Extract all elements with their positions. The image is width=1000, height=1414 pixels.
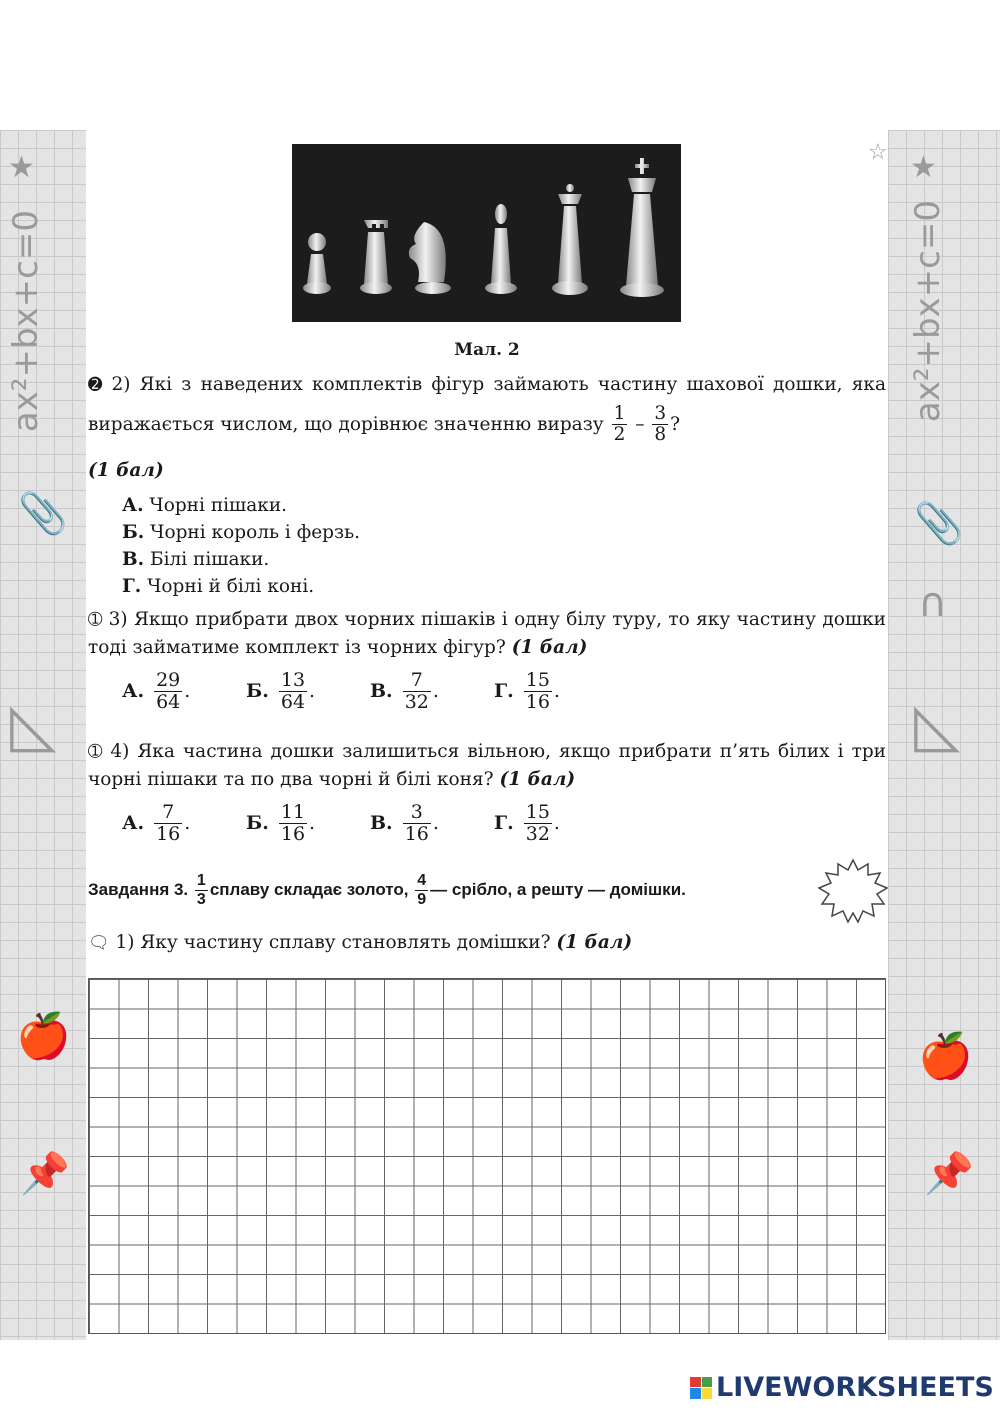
queen-icon xyxy=(552,184,588,295)
paperclip-icon: 📎 xyxy=(18,491,68,537)
answer-c[interactable]: В. $\frac{7}{32}$ . xyxy=(370,669,439,713)
paperclip-icon: 📎 xyxy=(914,501,964,547)
figure-caption: Мал. 2 xyxy=(454,340,520,360)
answer-a[interactable]: А. $\frac{7}{16}$ . xyxy=(122,801,191,845)
brand-name: LIVEWORKSHEETS xyxy=(716,1372,994,1403)
question-2: ➋ 2) Які з наведених комплектів фігур займають частину шахової дошки, яка виражається числом, що дорівнює значенню виразу $\frac{1}{2}$ – $\frac{3}{8}$ ? xyxy=(88,374,886,446)
question-2-text: 2) Які з наведених комплектів фігур займають частину шахової дошки, яка виражається числом, що дорівнює значенню виразу xyxy=(88,374,886,435)
chess-pieces-image xyxy=(292,144,681,322)
answer-b[interactable]: Б. $\frac{13}{64}$ . xyxy=(246,669,316,713)
right-border-decoration xyxy=(868,130,1000,1340)
answer-a[interactable]: А. $\frac{29}{64}$ . xyxy=(122,669,191,713)
rook-icon xyxy=(360,220,392,294)
task-3-question-1-text: 1) Яку частину сплаву становлять домішки? xyxy=(115,932,551,953)
bishop-icon xyxy=(485,204,517,294)
difficulty-mark-icon: ➀ xyxy=(88,610,103,630)
fraction: $\frac{4}{9}$ xyxy=(417,872,427,908)
answer-d[interactable]: Г. $\frac{15}{32}$ . xyxy=(494,801,560,845)
question-3-points: (1 бал) xyxy=(511,637,588,658)
worksheet-content xyxy=(86,130,888,1340)
left-border-decoration xyxy=(0,130,86,1340)
answer-d[interactable]: Г. $\frac{15}{16}$ . xyxy=(494,669,560,713)
star-icon: ★ xyxy=(910,150,937,185)
question-4-answers xyxy=(122,802,722,862)
formula-decoration: ax²+bx+c=0 xyxy=(908,200,948,423)
liveworksheets-logo-icon xyxy=(690,1377,712,1399)
task-3-statement: Завдання 3. $\frac{1}{3}$ сплаву складає золото, $\frac{4}{9}$ — срібло, а решту — домішки. xyxy=(88,872,686,908)
question-2-points: (1 бал) xyxy=(88,460,164,481)
fraction: $\frac{1}{3}$ xyxy=(196,872,206,908)
question-3 xyxy=(88,606,886,661)
option-a[interactable]: А. Чорні пішаки. xyxy=(122,495,288,516)
question-3-text: 3) Якщо прибрати двох чорних пішаків і одну білу туру, то яку частину дошки тоді займатиме комплект із чорних фігур? xyxy=(88,609,886,658)
burst-badge-icon xyxy=(816,858,890,924)
magnet-icon: ∩ xyxy=(918,580,948,626)
fraction: $\frac{3}{8}$ xyxy=(654,403,667,446)
difficulty-mark-icon: ➀ xyxy=(88,742,103,762)
option-c[interactable]: В. Білі пішаки. xyxy=(122,549,270,570)
fraction: $\frac{1}{2}$ xyxy=(613,403,626,446)
speech-bubble-icon: 🗨 xyxy=(88,933,110,953)
question-4 xyxy=(88,738,886,793)
option-b[interactable]: Б. Чорні король і ферзь. xyxy=(122,522,361,543)
task-3-question-1-points: (1 бал) xyxy=(556,932,633,953)
pawn-icon xyxy=(303,233,331,294)
apple-icon: 🍎 xyxy=(918,1031,973,1082)
star-icon: ★ xyxy=(8,150,35,185)
task-3-label: Завдання 3. xyxy=(88,880,189,900)
worksheet-page xyxy=(0,130,1000,1340)
question-4-points: (1 бал) xyxy=(499,769,576,790)
answer-grid[interactable] xyxy=(88,978,886,1334)
answer-c[interactable]: В. $\frac{3}{16}$ . xyxy=(370,801,439,845)
difficulty-mark-icon: ➋ xyxy=(88,375,103,395)
task-3-question-1 xyxy=(88,928,886,958)
king-icon xyxy=(620,158,664,297)
pin-icon: 📌 xyxy=(924,1151,974,1197)
triangle-ruler-icon: ◺ xyxy=(10,690,57,760)
liveworksheets-logo[interactable] xyxy=(690,1372,994,1403)
option-d[interactable]: Г. Чорні й білі коні. xyxy=(122,576,315,597)
question-2-options xyxy=(122,492,360,600)
apple-icon: 🍎 xyxy=(16,1011,71,1062)
formula-decoration: ax²+bx+c=0 xyxy=(6,210,46,433)
pin-icon: 📌 xyxy=(20,1151,70,1197)
star-icon: ☆ xyxy=(868,140,888,165)
answer-b[interactable]: Б. $\frac{11}{16}$ . xyxy=(246,801,316,845)
question-3-answers xyxy=(122,670,722,730)
knight-icon xyxy=(409,222,451,294)
question-4-text: 4) Яка частина дошки залишиться вільною, якщо прибрати п’ять білих і три чорні пішаки та по два чорні й білі коня? xyxy=(88,741,886,790)
triangle-ruler-icon: ◺ xyxy=(914,690,961,760)
